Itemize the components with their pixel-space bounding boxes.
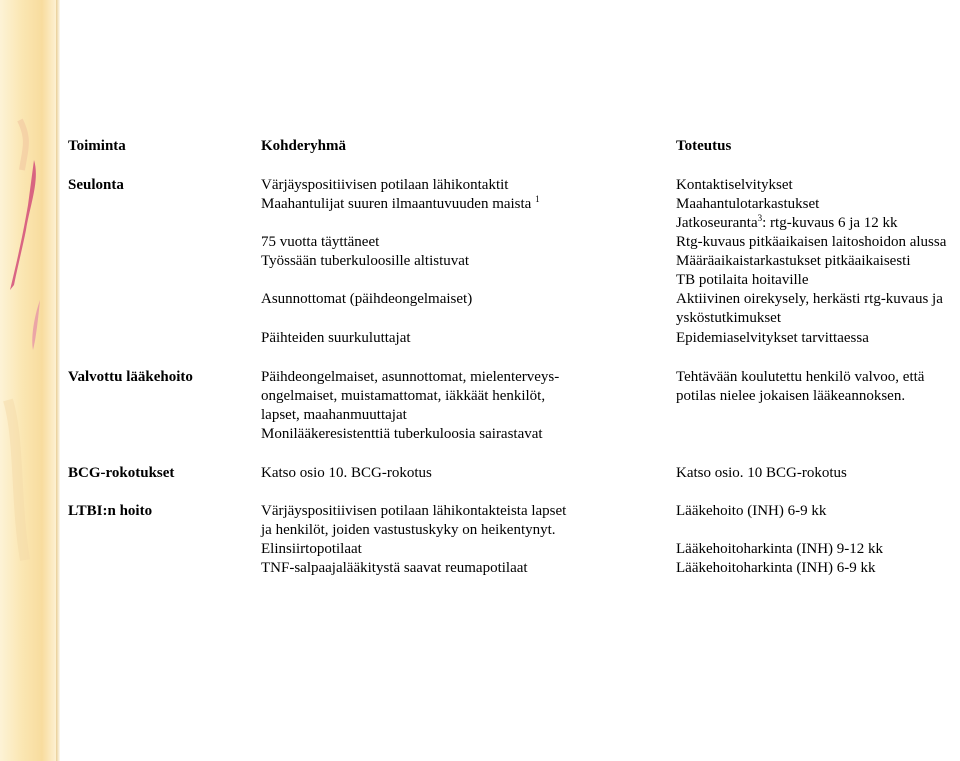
target-line: Elinsiirtopotilaat <box>261 541 362 557</box>
target-text: Maahantulijat suuren ilmaantuvuuden maista <box>261 196 532 212</box>
target-line: Päihdeongelmaiset, asunnottomat, mielenterveys- <box>261 369 560 385</box>
action-valvottu-laakehoito: Valvottu lääkehoito <box>68 369 193 385</box>
target-line <box>261 195 540 214</box>
brush-stroke-decoration <box>0 0 60 761</box>
target-line: Työssään tuberkuloosille altistuvat <box>261 253 470 269</box>
decorative-side-strip <box>0 0 60 761</box>
footnote-marker: 1 <box>535 194 540 204</box>
header-kohderyhma: Kohderyhmä <box>261 138 347 154</box>
implementation-line: Rtg-kuvaus pitkäaikaisen laitoshoidon alussa <box>676 234 947 250</box>
implementation-line: Aktiivinen oirekysely, herkästi rtg-kuvaus ja <box>676 291 943 307</box>
footnote-marker: 3 <box>757 213 763 223</box>
target-line: Monilääkeresistenttiä tuberkuloosia sairastavat <box>261 426 543 442</box>
action-bcg-rokotukset: BCG-rokotukset <box>68 465 175 481</box>
header-toiminta: Toiminta <box>68 138 126 154</box>
implementation-line: potilas nielee jokaisen lääkeannoksen. <box>676 388 906 404</box>
target-line: Asunnottomat (päihdeongelmaiset) <box>261 291 473 307</box>
implementation-line <box>676 214 898 233</box>
target-line: TNF-salpaajalääkitystä saavat reumapotilaat <box>261 560 528 576</box>
target-line: Katso osio 10. BCG-rokotus <box>261 465 432 481</box>
target-line: Värjäyspositiivisen potilaan lähikontakteista lapset <box>261 503 567 519</box>
implementation-line: Lääkehoitoharkinta (INH) 6-9 kk <box>676 560 876 576</box>
implementation-line: Lääkehoito (INH) 6-9 kk <box>676 503 827 519</box>
action-ltbi-hoito: LTBI:n hoito <box>68 503 153 519</box>
target-line: Värjäyspositiivisen potilaan lähikontaktit <box>261 177 509 193</box>
target-line: lapset, maahanmuuttajat <box>261 407 407 423</box>
action-seulonta: Seulonta <box>68 177 124 193</box>
target-line: ja henkilöt, joiden vastustuskyky on heikentynyt. <box>261 522 556 538</box>
header-toteutus: Toteutus <box>676 138 732 154</box>
implementation-line: Katso osio. 10 BCG-rokotus <box>676 465 847 481</box>
implementation-line: Tehtävään koulutettu henkilö valvoo, että <box>676 369 925 385</box>
target-line: 75 vuotta täyttäneet <box>261 234 380 250</box>
implementation-line: Epidemiaselvitykset tarvittaessa <box>676 330 869 346</box>
implementation-line: Lääkehoitoharkinta (INH) 9-12 kk <box>676 541 884 557</box>
implementation-text: : rtg-kuvaus 6 ja 12 kk <box>762 215 898 231</box>
implementation-line: Maahantulotarkastukset <box>676 196 820 212</box>
implementation-line: Määräaikaistarkastukset pitkäaikaisesti <box>676 253 911 269</box>
implementation-line: TB potilaita hoitaville <box>676 272 809 288</box>
target-line: ongelmaiset, muistamattomat, iäkkäät henkilöt, <box>261 388 546 404</box>
implementation-line: Kontaktiselvitykset <box>676 177 793 193</box>
target-line: Päihteiden suurkuluttajat <box>261 330 411 346</box>
implementation-text: Jatkoseuranta <box>676 215 758 231</box>
implementation-line: ysköstutkimukset <box>676 310 782 326</box>
